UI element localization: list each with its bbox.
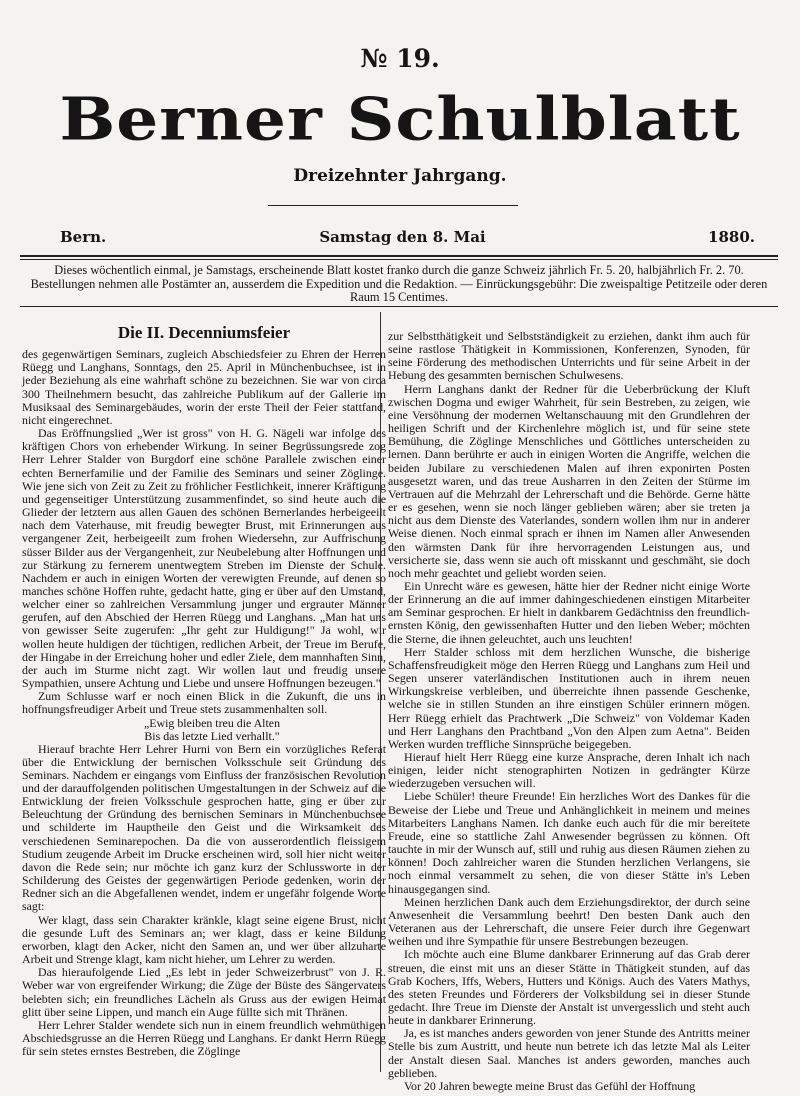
issue-date: Samstag den 8. Mai [319,228,486,246]
left-column [22,320,386,1058]
rule [20,259,778,260]
paragraph: Ja, es ist manches anders geworden von jener Stunde des Antritts meiner Stelle bis zum Austritt, und heute nun betrete ich das letzte Mal als Leiter der Anstalt diesen Saal. Manches ist anders geworden, manches auch geblieben. [388,1026,750,1080]
masthead-divider [268,205,518,206]
column-divider [380,312,381,1072]
paragraph: des gegenwärtigen Seminars, zugleich Abschiedsfeier zu Ehren der Herren Rüegg und Langhans, Sonntags, den 25. April in Münchenbuchsee, ist in jeder Beziehung als eine wahrhaft schöne zu bezeichnen. Sie war von circa 300 Theilnehmern besucht, das zahlreiche Publikum auf der Gallerie im Musiksaal des Seminargebäudes, worin der erste Theil der Feier stattfand, nicht eingerechnet. [22,347,386,427]
paragraph: Herrn Langhans dankt der Redner für die Ueberbrückung der Kluft zwischen Dogma und ewiger Wahrheit, für sein Bestreben, zu zeigen, wie eine Versöhnung der modernen Weltanschauung mit den Grundlehren der heiligen Schrift und der Kirchenlehre möglich ist, und für seine stete Bemühung, die Zöglinge Menschliches und Göttliches unterscheiden zu lernen. Dann berührte er auch in einigen Worten die Angriffe, welchen die beiden Jubilare zu verschiedenen Malen auf ihren exponirten Posten ausgesetzt waren, und das treue Ausharren in den Zeiten der Stürme im Vertrauen auf die Mehrzahl der Lehrerschaft und die Behörde. Gerne hätte er es gesehen, wenn sie noch länger geblieben wären; aber sie treten ja nicht aus dem Dienste des Vaterlandes, sondern wollen ihm nur in anderer Weise dienen. Noch einmal sprach er ihnen im Namen aller Anwesenden den wärmsten Dank für ihre hervorragenden Leistungen aus, und versicherte sie, dass wenn sie auch oft misskannt und geschmäht, sie doch noch mehr geachtet und geliebt worden seien. [388,381,750,580]
year: 1880. [708,228,755,246]
paragraph: Das Eröffnungslied „Wer ist gross" von H. G. Nägeli war infolge des kräftigen Chors von erhebender Wirkung. In seiner Begrüssungsrede zog Herr Lehrer Stalder von Burgdorf eine schöne Parallele zwischen einer echten Bernerfamilie und der Familie des Seminars und seiner Zöglinge. Wie jene sich von Zeit zu Zeit zu fröhlicher Festlichkeit, innerer Kräftigung und gegenseitiger Unterstützung zusammenfindet, so sind heute auch die Glieder der letztern aus allen Gauen des schönen Bernerlandes herbeigeeilt nach dem Vaterhause, mit freudig bewegter Brust, mit Erinnerungen aus vergangener Zeit, herbeigeeilt zum frohen Wiedersehn, zur Auffrischung süsser Bilder aus der Vergangenheit, zur Neubelebung alter Hoffnungen und zur Stärkung zu fernerem unentwegtem Streben im Dienste der Schule. Nachdem er auch in einigen Worten der verewigten Freunde, auf denen so manches schöne Hoffen ruhte, gedacht hatte, ging er über auf den Umstand, welcher einer so zahlreichen Versammlung junger und ergrauter Männer gerufen, auf den Abschied der Herren Rüegg und Langhans. „Man hat uns von gewisser Seite zugerufen: „Ihr geht zur Huldigung!" Ja wohl, wir wollen heute huldigen der tüchtigen, redlichen Arbeit, der Treue im Berufe, der Hingabe in der Erreichung hoher und edler Ziele, dem mannhaften Sinn, der auch im Sturme nicht zagt. Wir wollen laut und freudig unsere Sympathien, unsere Achtung und Liebe und unsere Hoffnungen bezeugen." [22,426,386,691]
issue-number: № 19. [360,44,440,73]
subscription-notice: Dieses wöchentlich einmal, je Samstags, erscheinende Blatt kostet franko durch die ganze Schweiz jährlich Fr. 5. 20, halbjährlich Fr. 2. 70. Bestellungen nehmen alle Postämter an, ausserdem die Expedition und die Redaktion. — Einrückungsgebühr: Die zweispaltige Petitzeile oder deren Raum 15 Centimes. [30,263,768,304]
paragraph: Herr Stalder schloss mit dem herzlichen Wunsche, die bisherige Schaffensfreudigkeit möge den Herren Rüegg und Langhans zum Heil und Segen unserer vaterländischen Institutionen auch in ihrem neuen Wirkungskreise verbleiben, und überreichte ihnen passende Geschenke, welche sie in stillen Stunden an ihre einstigen Schüler erinnern mögen. Herr Rüegg erhielt das Prachtwerk „Die Schweiz" von Voldemar Kaden und Herr Langhans den Prachtband „Von den Alpen zum Aetna". Beiden Werken wurden treffliche Sinnsprüche beigegeben. [388,644,750,751]
paragraph: Zum Schlusse warf er noch einen Blick in die Zukunft, die uns in hoffnungsfreudiger Arbeit und Treue stets zusammenhalten soll. [22,689,386,717]
verse-line: „Ewig bleiben treu die Alten [143,715,281,730]
article-heading: Die II. Decenniumsfeier [117,323,291,342]
dateline [40,228,765,250]
volume-subtitle: Dreizehnter Jahrgang. [293,166,507,186]
right-column [388,330,750,1093]
paragraph: Liebe Schüler! theure Freunde! Ein herzliches Wort des Dankes für die Beweise der Liebe und Treue und Anhänglichkeit in meinem und meines Mitarbeiters Langhans Namen. Ich danke euch auch für die mir bereitete Freude, eine so stattliche Zahl Anwesender begrüssen zu können. Oft tauchte in mir der Wunsch auf, still und ruhig aus diesen Räumen ziehen zu können! Doch zahlreicher waren die Stunden herzlichen Verlangens, sie noch einmal versammelt zu sehen, die von dieser Stätte in's Leben hinausgegangen sind. [388,789,750,896]
paragraph: Wer klagt, dass sein Charakter kränkle, klagt seine eigene Brust, nicht die gesunde Luft des Seminars an; wer klagt, dass er keine Bildung erworben, klagt den Acker, nicht den Samen an, und wer über allzuharte Arbeit und Strenge klagt, kam nicht hieher, um Lehrer zu werden. [22,912,386,967]
paragraph: Herr Lehrer Stalder wendete sich nun in einem freundlich wehmüthigen Abschiedsgrusse an die Herren Rüegg und Langhans. Er dankt Herrn Rüegg für sein stetes ernstes Bestreben, die Zöglinge [22,1017,386,1059]
paragraph: Vor 20 Jahren bewegte meine Brust das Gefühl der Hoffnung [404,1078,696,1093]
paragraph: Das hieraufolgende Lied „Es lebt in jeder Schweizerbrust" von J. R. Weber war von ergreifender Wirkung; die Züge der Büste des Sängervaters belebten sich; ein freundliches Lächeln als Gruss aus der ewigen Heimat glitt über seine Lippen, und manch ein Auge füllte sich mit Thränen. [22,965,386,1019]
paragraph: Hierauf hielt Herr Rüegg eine kurze Ansprache, deren Inhalt ich nach einigen, leider nicht stenographirten Notizen in gedrängter Kürze wiederzugeben versuchen will. [388,750,750,791]
paragraph: Hierauf brachte Herr Lehrer Hurni von Bern ein vorzügliches Referat über die Entwicklung der bernischen Volksschule seit Gründung des Seminars. Nachdem er eingangs vom Einfluss der französischen Revolution und der darauffolgenden politischen Umgestaltungen in der Schweiz auf die Entwicklung der freien Volksschule gesprochen hatte, ging er über zur Beleuchtung der Gründung des bernischen Seminars in Münchenbuchsee und schilderte im Hauptheile den Geist und die Wirksamkeit des verschiedenen Seminarepochen. Da die von ausserordentlich fleissigem Studium zeugende Arbeit im Drucke erscheinen wird, soll hier nicht weiter davon die Rede sein; nur möchte ich ganz kurz der Schlussworte in der Schilderung des Geistes der gegenwärtigen Periode gedenken, worin der Redner sich an die Abgefallenen wendet, indem er ungefähr folgende Worte sagt: [22,741,386,914]
newspaper-title: Berner Schulblatt [59,83,741,155]
paragraph: Ich möchte auch eine Blume dankbarer Erinnerung auf das Grab derer streuen, die einst mit uns an dieser Stätte in Thätigkeit stunden, auf das Grab Kochers, Iffs, Webers, Hutters und Königs. Auch des Vaters Mathys, des steten Freundes und Förderers der Volksbildung sei in dieser Stunde gedacht. Ihre Treue im Dienste der Anstalt ist unvergesslich und steht auch heute in dankbarer Erinnerung. [388,947,750,1028]
rule [20,306,778,307]
rule [20,255,778,257]
verse-line: Bis das letzte Lied verhallt." [144,728,280,743]
paragraph: zur Selbstthätigkeit und Selbstständigkeit zu erziehen, dankt ihm auch für seine rastlose Thätigkeit in Kommissionen, Konferenzen, Synoden, für seine Förderung des methodischen Unterrichts und für seine Arbeit in der Hebung des gesammten bernischen Schulwesens. [388,329,750,383]
place: Bern. [60,228,107,246]
paragraph: Meinen herzlichen Dank auch dem Erziehungsdirektor, der durch seine Anwesenheit die Versammlung beehrt! Den besten Dank auch den Veteranen aus der Lehrerschaft, die unsere Feier durch ihre Gegenwart weihen und ihre Sympathie für unsere Bestrebungen bezeugen. [388,894,750,949]
paragraph: Ein Unrecht wäre es gewesen, hätte hier der Redner nicht einige Worte der Erinnerung an die auf immer dahingeschiedenen einstigen Mitarbeiter am Seminar gesprochen. Er hielt in dankbarem Gedächtniss den freundlich-ernsten König, den gewissenhaften Hutter und den lieben Weber; möchten die Sterne, die ihnen geleuchtet, auch uns leuchten! [388,578,750,646]
